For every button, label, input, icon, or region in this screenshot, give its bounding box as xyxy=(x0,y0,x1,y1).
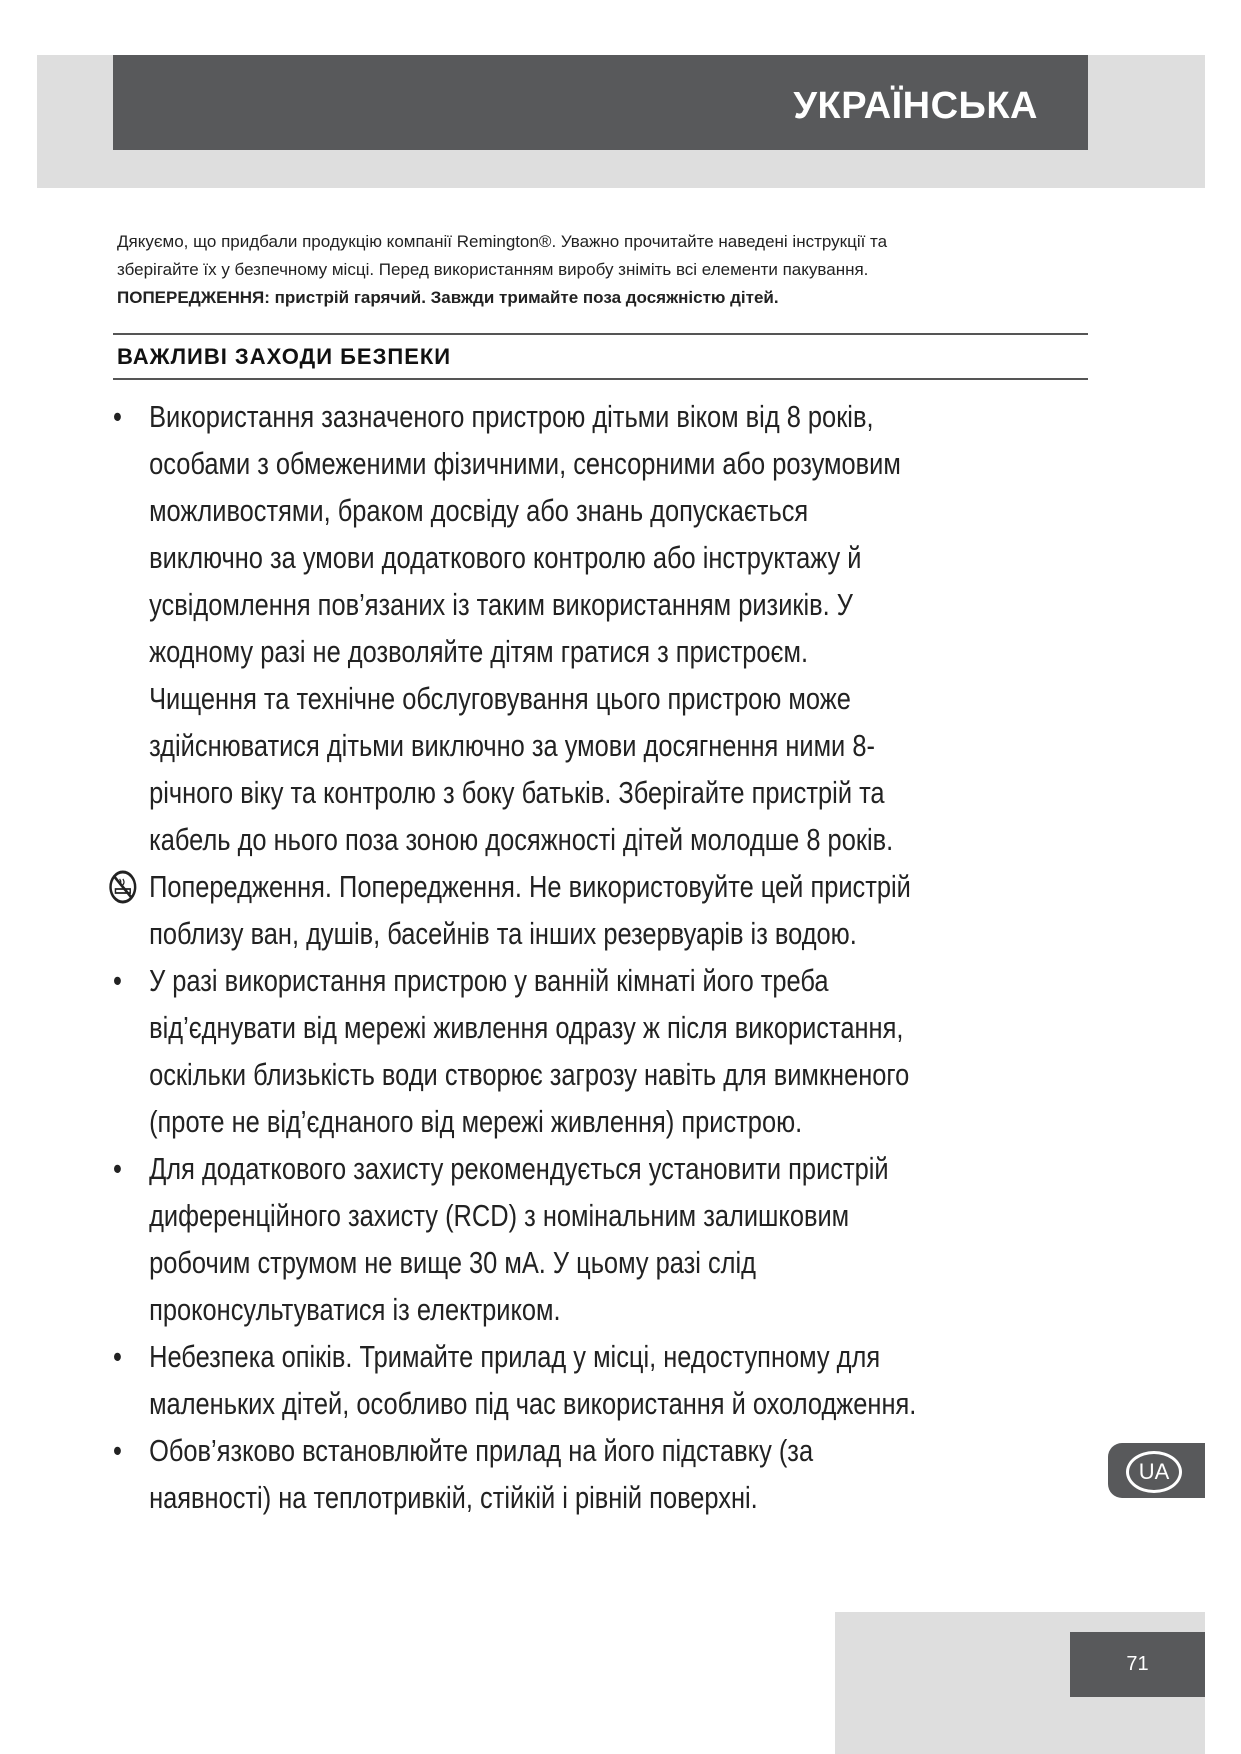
bullet-glyph: • xyxy=(113,1433,122,1468)
list-item xyxy=(113,863,921,957)
list-item-text: Небезпека опіків. Тримайте прилад у місці, недоступному для маленьких дітей, особливо під час використання й охолодження. xyxy=(149,1339,917,1421)
bullet-glyph: • xyxy=(113,963,122,998)
intro-block xyxy=(117,228,1077,312)
page-title: УКРАЇНСЬКА xyxy=(793,85,1038,127)
bullet-glyph: • xyxy=(113,1151,122,1186)
section-header xyxy=(113,333,1088,380)
intro-line-2: зберігайте їх у безпечному місці. Перед використанням виробу зніміть всі елементи пакування. xyxy=(117,260,869,279)
bullet-glyph: • xyxy=(113,1339,122,1374)
language-badge: UA xyxy=(1126,1451,1182,1493)
bullet-glyph: • xyxy=(113,399,122,434)
list-item-text: Попередження. Попередження. Не використовуйте цей пристрій поблизу ван, душів, басейнів та інших резервуарів із водою. xyxy=(149,869,911,951)
list-item xyxy=(113,1427,921,1521)
list-item-text: Обов’язково встановлюйте прилад на його підставку (за наявності) на теплотривкій, стійкій і рівній поверхні. xyxy=(149,1433,814,1515)
safety-list xyxy=(113,393,921,1521)
title-bar xyxy=(113,55,1088,150)
list-item-text: Використання зазначеного пристрою дітьми віком від 8 років, особами з обмеженими фізичними, сенсорними або розумовим можливостями, браком досвіду або знань допускається виключно за умови додаткового контролю або інструктажу й усвідомлення пов’язаних із таким використанням ризиків. У жодному разі не дозволяйте дітям гратися з пристроєм. Чищення та технічне обслуговування цього пристрою може здійснюватися дітьми виключно за умови досягнення ними 8-річного віку та контролю з боку батьків. Зберігайте пристрій та кабель до нього поза зоною досяжності дітей молодше 8 років. xyxy=(149,399,901,857)
section-title: ВАЖЛИВІ ЗАХОДИ БЕЗПЕКИ xyxy=(117,344,452,369)
list-item xyxy=(113,957,921,1145)
list-item-text: У разі використання пристрою у ванній кімнаті його треба від’єднувати від мережі живлення одразу ж після використання, оскільки близькість води створює загрозу навіть для вимкненого (проте не від’єднаного від мережі живлення) пристрою. xyxy=(149,963,910,1139)
list-item-text: Для додаткового захисту рекомендується установити пристрій диференційного захисту (RCD) з номінальним залишковим робочим струмом не вище 30 мА. У цьому разі слід проконсультуватися із електриком. xyxy=(149,1151,889,1327)
list-item xyxy=(113,1333,921,1427)
intro-warning: ПОПЕРЕДЖЕННЯ: пристрій гарячий. Завжди тримайте поза досяжністю дітей. xyxy=(117,288,779,307)
list-item xyxy=(113,393,921,863)
page-number: 71 xyxy=(1070,1632,1205,1697)
list-item xyxy=(113,1145,921,1333)
language-tab xyxy=(1108,1443,1205,1498)
no-bath-icon xyxy=(108,869,138,905)
intro-line-1: Дякуємо, що придбали продукцію компанії Remington®. Уважно прочитайте наведені інструкції та xyxy=(117,232,888,251)
